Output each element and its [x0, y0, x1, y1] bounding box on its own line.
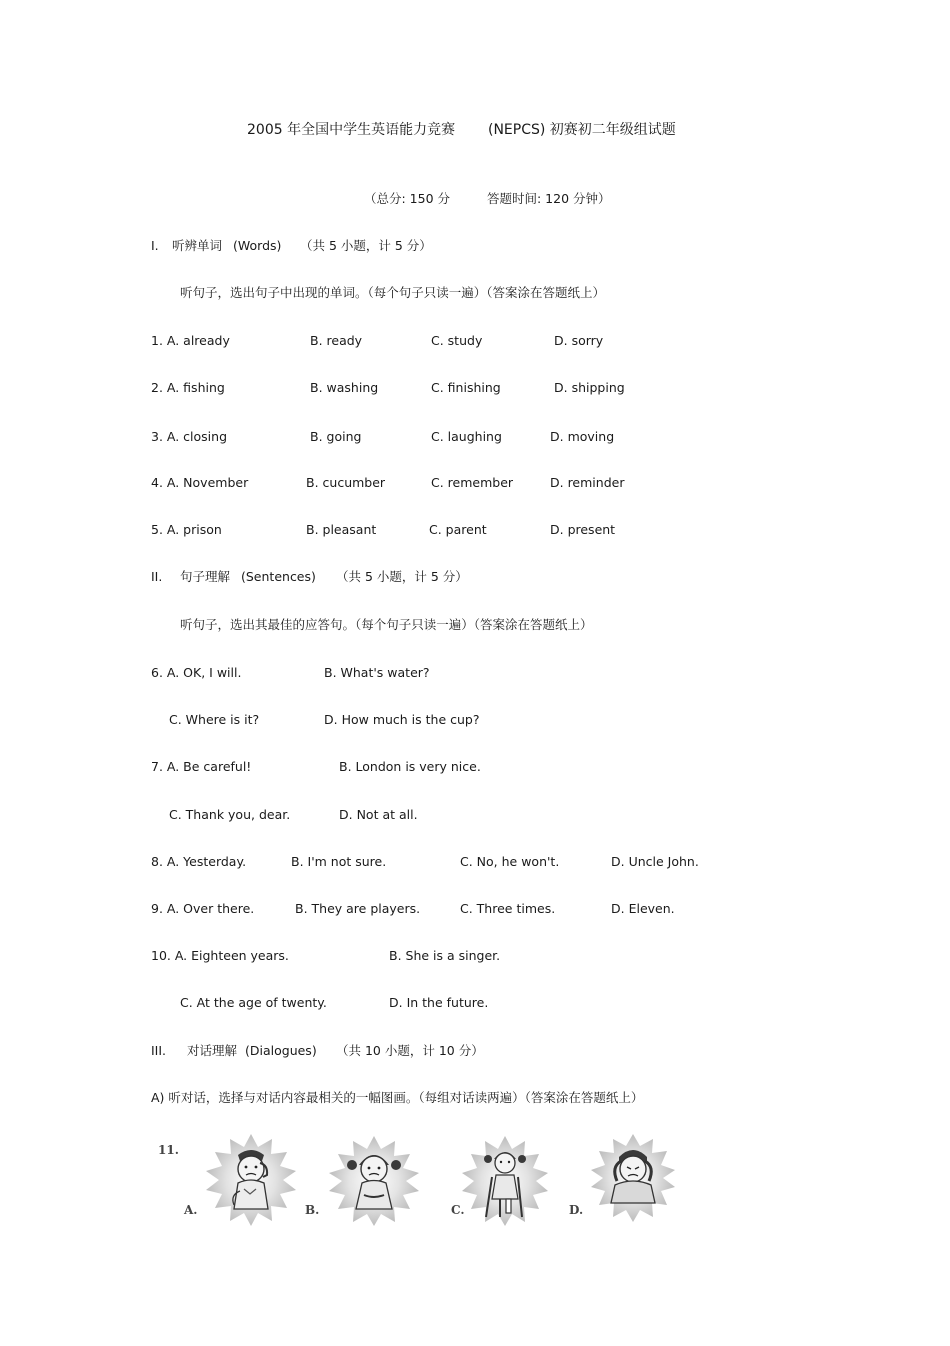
- section-1-en: (Words): [233, 238, 282, 253]
- q5-option-d: D. present: [550, 522, 616, 537]
- section-3-name: 对话理解: [187, 1043, 238, 1058]
- q9-option-c: C. Three times.: [460, 901, 556, 916]
- q5-option-b: B. pleasant: [306, 522, 377, 537]
- q5-option-c: C. parent: [429, 522, 487, 537]
- section-2-number: II.: [151, 569, 163, 584]
- q9-option-d: D. Eleven.: [611, 901, 675, 916]
- section-1-number: I.: [151, 238, 159, 253]
- q3-option-b: B. going: [310, 429, 362, 444]
- q11-picture-a: [200, 1133, 302, 1227]
- section-1-name: 听辨单词: [172, 238, 223, 253]
- q7-option-c: C. Thank you, dear.: [169, 807, 291, 822]
- q11-picture-b: [322, 1135, 426, 1227]
- q11-label-c: C.: [451, 1203, 465, 1217]
- total-score: （总分: 150 分: [364, 191, 451, 206]
- q6-option-d: D. How much is the cup?: [324, 712, 480, 727]
- section-2-info: （共 5 小题，计 5 分）: [336, 569, 468, 584]
- q7-option-b: B. London is very nice.: [339, 759, 481, 774]
- q11-picture-c: [456, 1135, 554, 1227]
- section-3-number: III.: [151, 1043, 167, 1058]
- q8-option-b: B. I'm not sure.: [291, 854, 387, 869]
- q8-option-c: C. No, he won't.: [460, 854, 560, 869]
- q1-option-b: B. ready: [310, 333, 363, 348]
- q11-picture-d: [585, 1133, 681, 1223]
- section-3-part-a-instruction: A) 听对话，选择与对话内容最相关的一幅图画。（每组对话读两遍）（答案涂在答题纸上）: [151, 1090, 644, 1105]
- q1-option-d: D. sorry: [554, 333, 604, 348]
- section-2-name: 句子理解: [180, 569, 231, 584]
- exam-title-part2: (NEPCS) 初赛初二年级组试题: [488, 122, 676, 138]
- q5-option-a: 5. A. prison: [151, 522, 222, 537]
- q2-option-a: 2. A. fishing: [151, 380, 225, 395]
- q2-option-c: C. finishing: [431, 380, 501, 395]
- section-2-en: (Sentences): [241, 569, 316, 584]
- q2-option-d: D. shipping: [554, 380, 625, 395]
- q10-option-d: D. In the future.: [389, 995, 489, 1010]
- section-3-info: （共 10 小题，计 10 分）: [336, 1043, 484, 1058]
- q6-option-b: B. What's water?: [324, 665, 430, 680]
- q4-option-a: 4. A. November: [151, 475, 249, 490]
- q10-option-b: B. She is a singer.: [389, 948, 501, 963]
- q3-option-d: D. moving: [550, 429, 615, 444]
- q7-option-a: 7. A. Be careful!: [151, 759, 252, 774]
- q3-option-c: C. laughing: [431, 429, 502, 444]
- q4-option-d: D. reminder: [550, 475, 625, 490]
- q10-option-c: C. At the age of twenty.: [180, 995, 327, 1010]
- q1-option-a: 1. A. already: [151, 333, 230, 348]
- q11-number: 11.: [158, 1143, 179, 1157]
- q8-option-d: D. Uncle John.: [611, 854, 699, 869]
- q3-option-a: 3. A. closing: [151, 429, 228, 444]
- q2-option-b: B. washing: [310, 380, 379, 395]
- section-2-instruction: 听句子，选出其最佳的应答句。（每个句子只读一遍）（答案涂在答题纸上）: [180, 617, 593, 632]
- q9-option-b: B. They are players.: [295, 901, 421, 916]
- q11-label-b: B.: [305, 1203, 320, 1217]
- q11-label-d: D.: [569, 1203, 584, 1217]
- q9-option-a: 9. A. Over there.: [151, 901, 255, 916]
- q7-option-d: D. Not at all.: [339, 807, 418, 822]
- section-1-info: （共 5 小题，计 5 分）: [300, 238, 432, 253]
- q4-option-b: B. cucumber: [306, 475, 386, 490]
- section-1-instruction: 听句子，选出句子中出现的单词。（每个句子只读一遍）（答案涂在答题纸上）: [180, 285, 606, 300]
- q11-label-a: A.: [184, 1203, 198, 1217]
- q6-option-c: C. Where is it?: [169, 712, 260, 727]
- q6-option-a: 6. A. OK, I will.: [151, 665, 242, 680]
- q8-option-a: 8. A. Yesterday.: [151, 854, 247, 869]
- q1-option-c: C. study: [431, 333, 483, 348]
- answer-time: 答题时间: 120 分钟）: [487, 191, 611, 206]
- section-3-en: (Dialogues): [245, 1043, 317, 1058]
- exam-title-part1: 2005 年全国中学生英语能力竞赛: [247, 122, 456, 138]
- q4-option-c: C. remember: [431, 475, 514, 490]
- q10-option-a: 10. A. Eighteen years.: [151, 948, 289, 963]
